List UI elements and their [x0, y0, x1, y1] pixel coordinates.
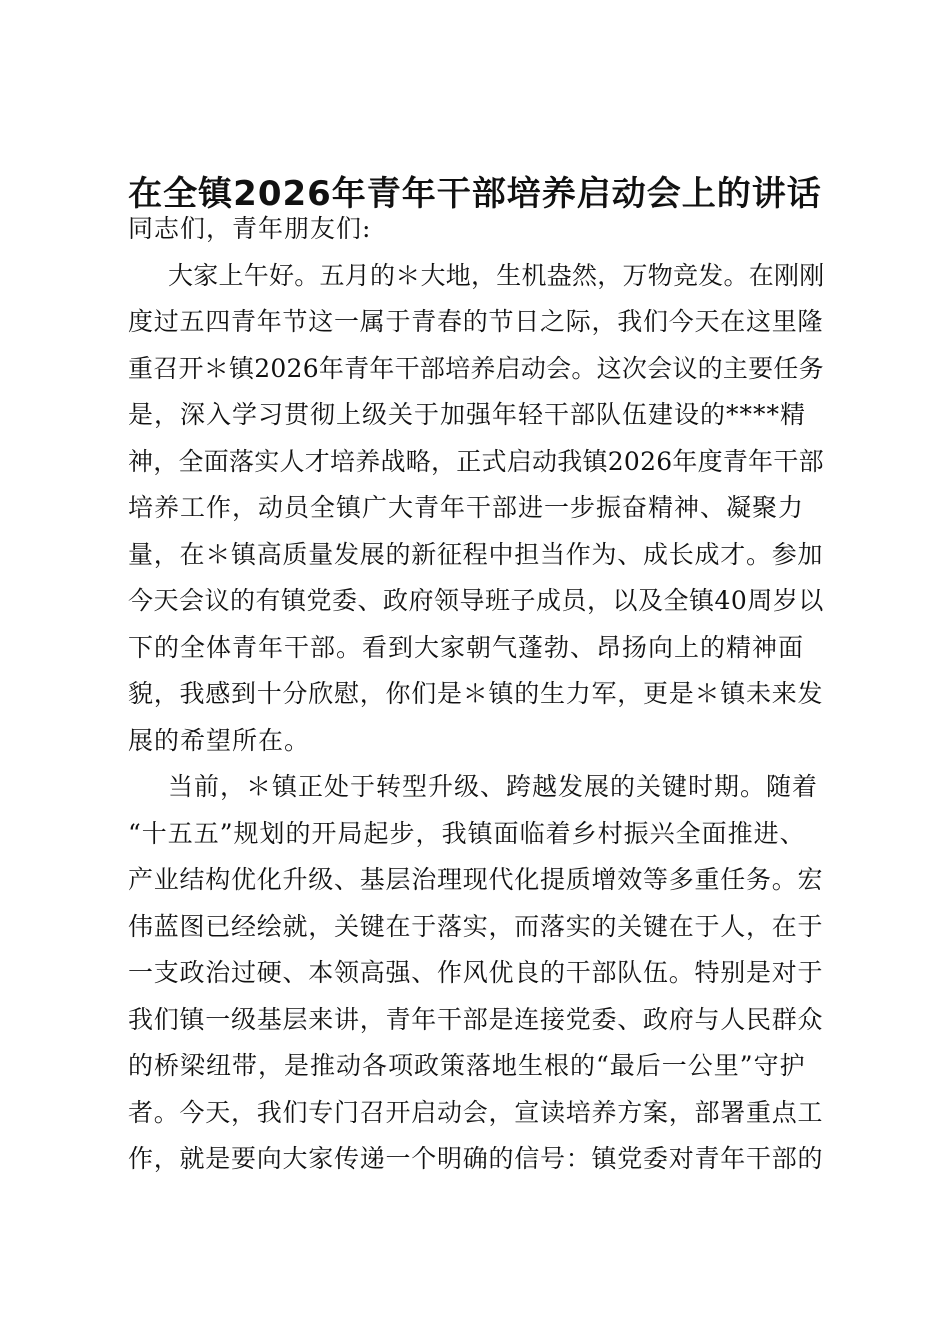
- paragraph-2-line-2: “十五五”规划的开局起步，我镇面临着乡村振兴全面推进、: [128, 818, 806, 848]
- paragraph-1-line-10: 貌，我感到十分欣慰，你们是＊镇的生力军，更是＊镇未来发: [128, 679, 824, 708]
- paragraph-1-line-9: 下的全体青年干部。看到大家朝气蓬勃、昂扬向上的精神面: [128, 632, 805, 662]
- paragraph-2-line-9: 作，就是要向大家传递一个明确的信号：镇党委对青年干部的: [128, 1144, 824, 1173]
- paragraph-1-line-7: 量，在＊镇高质量发展的新征程中担当作为、成长成才。参加: [128, 539, 824, 569]
- paragraph-1-line-3: 重召开＊镇2026年青年干部培养启动会。这次会议的主要任务: [128, 353, 824, 383]
- paragraph-1-line-11: 展的希望所在。: [128, 725, 311, 755]
- paragraph-1-line-2: 度过五四青年节这一属于青春的节日之际，我们今天在这里隆: [128, 307, 824, 336]
- paragraph-2-line-4: 伟蓝图已经绘就，关键在于落实，而落实的关键在于人，在于: [128, 911, 824, 941]
- paragraph-1-line-5: 神，全面落实人才培养战略，正式启动我镇2026年度青年干部: [128, 446, 824, 476]
- paragraph-1-line-1: 大家上午好。五月的＊大地，生机盎然，万物竞发。在刚刚: [168, 260, 825, 290]
- paragraph-2-line-1: 当前，＊镇正处于转型升级、跨越发展的关键时期。随着: [168, 772, 819, 801]
- document-body: [128, 206, 828, 1183]
- paragraph-1-line-8: 今天会议的有镇党委、政府领导班子成员，以及全镇40周岁以: [128, 586, 824, 615]
- paragraph-1-line-6: 培养工作，动员全镇广大青年干部进一步振奋精神、凝聚力: [128, 493, 805, 522]
- paragraph-2-line-3: 产业结构优化升级、基层治理现代化提质增效等多重任务。宏: [128, 865, 824, 894]
- paragraph-2-line-5: 一支政治过硬、本领高强、作风优良的干部队伍。特别是对于: [128, 958, 824, 987]
- paragraph-1-line-4: 是，深入学习贯彻上级关于加强年轻干部队伍建设的****精: [128, 400, 807, 429]
- paragraph-2-line-6: 我们镇一级基层来讲，青年干部是连接党委、政府与人民群众: [128, 1004, 824, 1034]
- salutation-line: 同志们，青年朋友们:: [128, 214, 372, 243]
- paragraph-2-line-8: 者。今天，我们专门召开启动会，宣读培养方案，部署重点工: [128, 1097, 824, 1127]
- paragraph-2-line-7: 的桥梁纽带，是推动各项政策落地生根的“最后一公里”守护: [128, 1051, 806, 1080]
- document-title: 在全镇2026年青年干部培养启动会上的讲话: [128, 174, 822, 214]
